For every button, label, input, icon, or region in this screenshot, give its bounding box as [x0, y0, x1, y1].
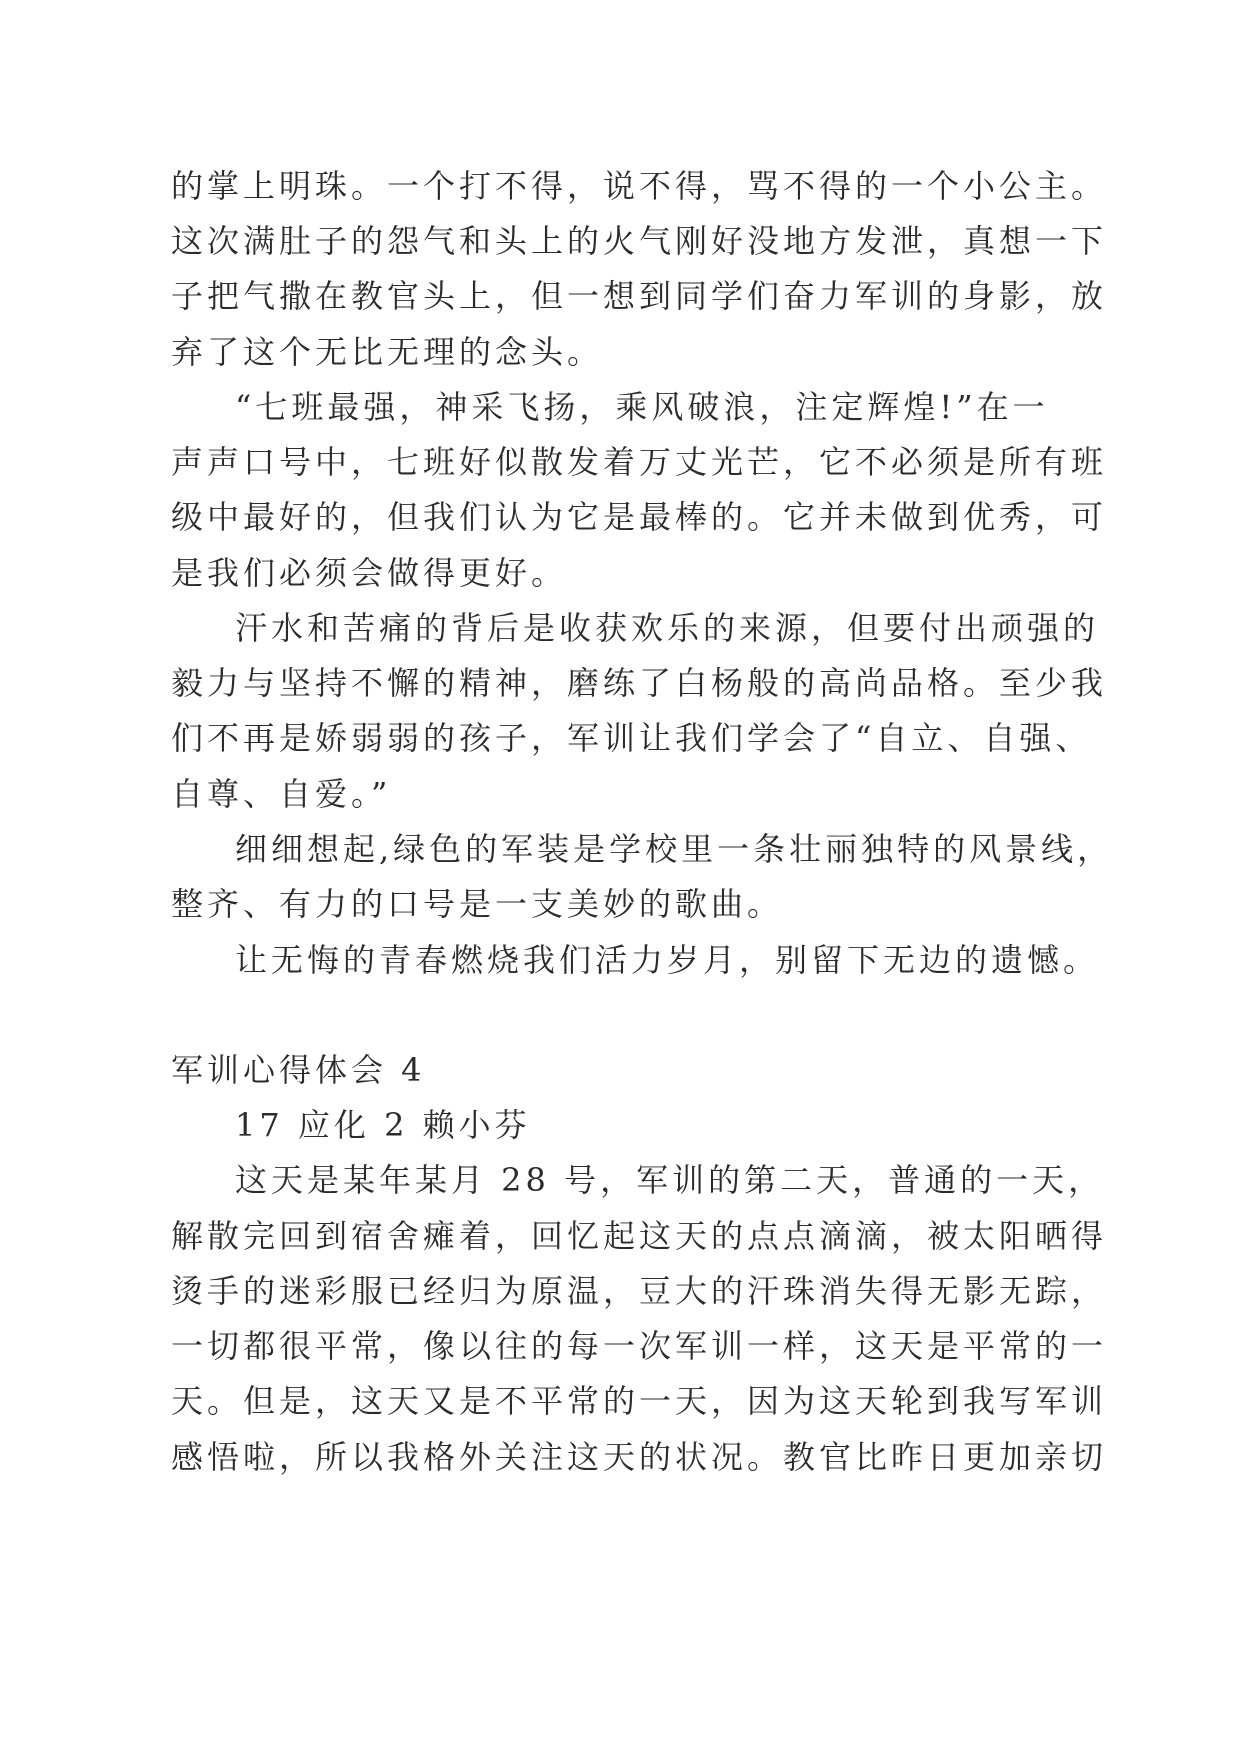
text-line: 的掌上明珠。一个打不得，说不得，骂不得的一个小公主。 — [171, 167, 1108, 205]
text-line: 子把气撒在教官头上，但一想到同学们奋力军训的身影，放 — [171, 277, 1108, 315]
author-line: 17 应化 2 赖小芬 — [235, 1106, 531, 1144]
text-line: 这次满肚子的怨气和头上的火气刚好没地方发泄，真想一下 — [171, 222, 1108, 260]
text-line: 汗水和苦痛的背后是收获欢乐的来源，但要付出顽强的 — [235, 609, 1100, 647]
text-line: 烫手的迷彩服已经归为原温，豆大的汗珠消失得无影无踪， — [171, 1272, 1108, 1310]
text-line: 整齐、有力的口号是一支美妙的歌曲。 — [171, 885, 784, 923]
text-line: 这天是某年某月 28 号，军训的第二天，普通的一天， — [235, 1161, 1105, 1199]
text-line: 解散完回到宿舍瘫着，回忆起这天的点点滴滴，被太阳晒得 — [171, 1217, 1108, 1255]
text-line: 毅力与坚持不懈的精神，磨练了白杨般的高尚品格。至少我 — [171, 664, 1108, 702]
text-line: 一切都很平常，像以往的每一次军训一样，这天是平常的一 — [171, 1327, 1108, 1365]
text-line: 自尊、自爱。” — [171, 775, 392, 813]
text-line: 声声口号中，七班好似散发着万丈光芒，它不必须是所有班 — [171, 443, 1108, 481]
text-line: 是我们必须会做得更好。 — [171, 554, 568, 592]
text-line: 细细想起,绿色的军装是学校里一条壮丽独特的风景线， — [235, 830, 1114, 868]
text-line: 感悟啦，所以我格外关注这天的状况。教官比昨日更加亲切 — [171, 1438, 1108, 1476]
section-heading: 军训心得体会 4 — [171, 1051, 426, 1089]
text-line: 们不再是娇弱弱的孩子，军训让我们学会了“自立、自强、 — [171, 719, 1092, 757]
text-line: 让无悔的青春燃烧我们活力岁月，别留下无边的遗憾。 — [235, 941, 1100, 979]
text-line: 弃了这个无比无理的念头。 — [171, 333, 604, 371]
text-line: “七班最强，神采飞扬，乘风破浪，注定辉煌!”在一 — [235, 388, 1049, 426]
text-line: 级中最好的，但我们认为它是最棒的。它并未做到优秀，可 — [171, 498, 1108, 536]
text-line: 天。但是，这天又是不平常的一天，因为这天轮到我写军训 — [171, 1382, 1108, 1420]
